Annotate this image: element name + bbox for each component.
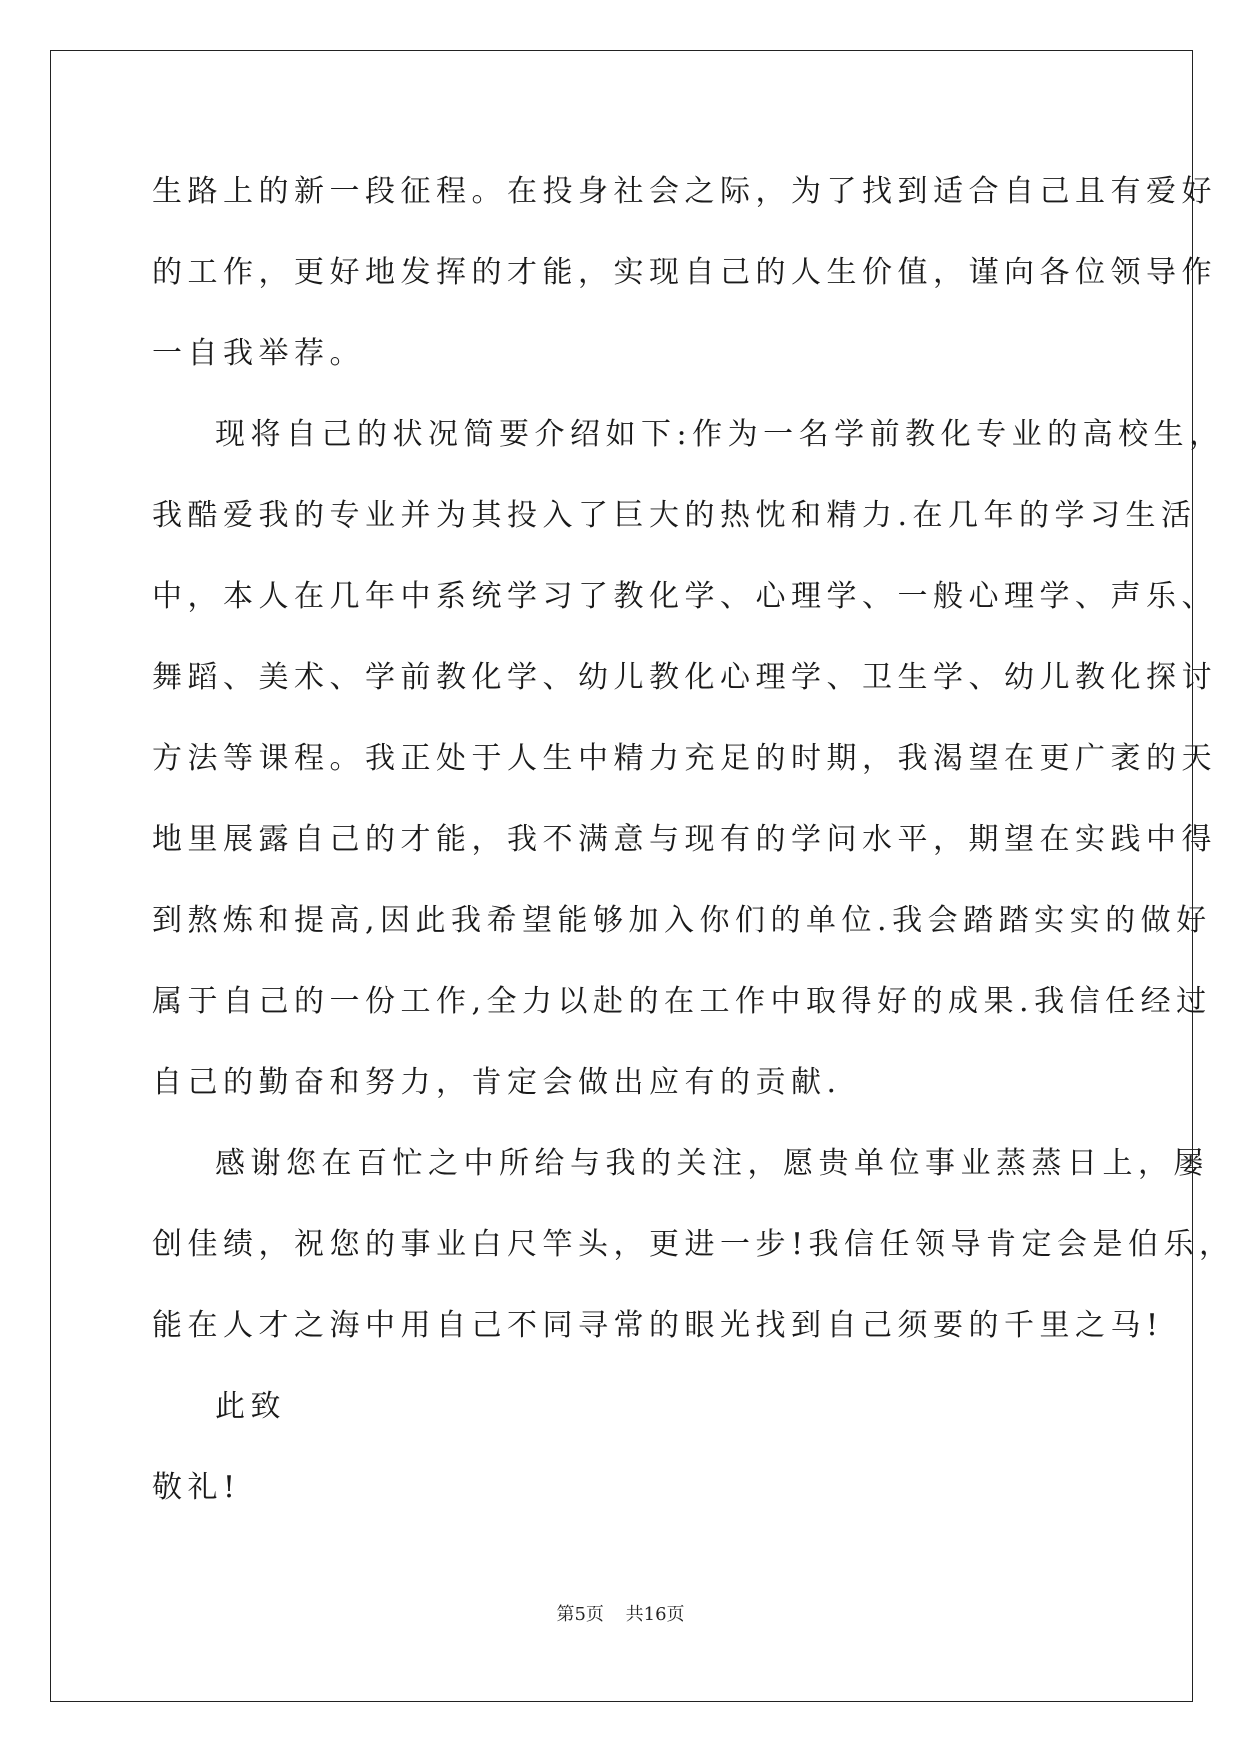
- page-footer: [0, 1604, 1241, 1626]
- text-line: 创佳绩，祝您的事业白尺竿头，更进一步!我信任领导肯定会是伯乐，: [152, 1227, 1235, 1262]
- text-line: 一自我举荐。: [152, 336, 365, 371]
- page-number: 第5页: [556, 1604, 604, 1625]
- document-body: [152, 162, 1235, 1539]
- page-total: 共16页: [625, 1604, 685, 1625]
- text-line: 的工作，更好地发挥的才能，实现自己的人生价值，谨向各位领导作: [152, 255, 1217, 290]
- text-line: 中，本人在几年中系统学习了教化学、心理学、一般心理学、声乐、: [152, 579, 1217, 614]
- paragraph-start-line: 感谢您在百忙之中所给与我的关注，愿贵单位事业蒸蒸日上，屡: [215, 1146, 1209, 1181]
- text-line: 自己的勤奋和努力，肯定会做出应有的贡献.: [152, 1065, 842, 1100]
- text-line: 属于自己的一份工作,全力以赴的在工作中取得好的成果.我信任经过: [152, 984, 1212, 1019]
- closing-salutation: 此致: [215, 1389, 286, 1424]
- text-line: 我酷爱我的专业并为其投入了巨大的热忱和精力.在几年的学习生活: [152, 498, 1197, 533]
- text-line: 方法等课程。我正处于人生中精力充足的时期，我渴望在更广袤的天: [152, 741, 1217, 776]
- paragraph-start-line: 现将自己的状况简要介绍如下:作为一名学前教化专业的高校生，: [215, 417, 1225, 452]
- text-line: 到熬炼和提高,因此我希望能够加入你们的单位.我会踏踏实实的做好: [152, 903, 1212, 938]
- text-line: 地里展露自己的才能，我不满意与现有的学问水平，期望在实践中得: [152, 822, 1217, 857]
- text-line: 生路上的新一段征程。在投身社会之际，为了找到适合自己且有爱好: [152, 174, 1217, 209]
- text-line: 舞蹈、美术、学前教化学、幼儿教化心理学、卫生学、幼儿教化探讨: [152, 660, 1217, 695]
- text-line: 能在人才之海中用自己不同寻常的眼光找到自己须要的千里之马!: [152, 1308, 1164, 1343]
- closing-regards: 敬礼!: [152, 1470, 241, 1505]
